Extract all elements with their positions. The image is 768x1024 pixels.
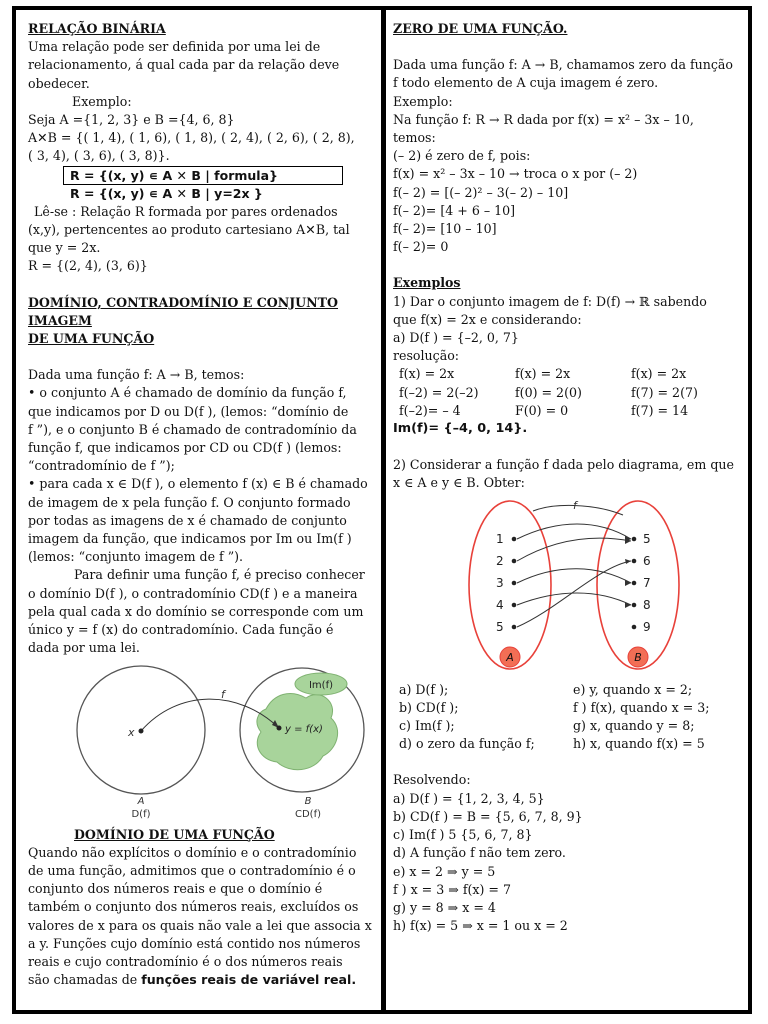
cdf-label: CD(f)	[294, 808, 322, 820]
section-title-dominio-2: DE UMA FUNÇÃO	[28, 331, 155, 347]
text-line: por todas as imagens de x é chamado de conjunto	[28, 512, 347, 528]
a-dot	[512, 580, 517, 585]
text-line: temos:	[393, 130, 436, 146]
a-item: 4	[496, 597, 504, 612]
arrow-head-icon	[625, 602, 631, 608]
text-line: (lemos: “conjunto imagem de f ”).	[28, 549, 244, 565]
calc-cell: f(0) = 2(0)	[515, 384, 582, 400]
set-a-label: A	[506, 650, 514, 664]
calc-cell: f(–2)= – 4	[399, 402, 461, 418]
calc-cell: f(x) = 2x	[631, 366, 687, 382]
mapping-arrow	[517, 524, 631, 539]
section-title-relacao: RELAÇÃO BINÁRIA	[28, 21, 166, 36]
formula-box: R = {(x, y) ∊ A ✕ B | formula}	[63, 166, 343, 185]
column-divider	[381, 6, 386, 1014]
text-line: f(x) = x² – 3x – 10 → troca o x por (– 2)	[393, 166, 638, 182]
calc-grid	[393, 365, 745, 420]
calc-cell: f(–2) = 2(–2)	[399, 384, 479, 400]
text-line: a) D(f ) = {–2, 0, 7}	[393, 330, 519, 346]
domain-diagram	[28, 664, 374, 824]
x-point	[139, 728, 144, 733]
set-b-dots	[632, 536, 637, 629]
calc-cell: f(7) = 2(7)	[631, 384, 698, 400]
f-arrow	[533, 505, 623, 515]
set-a-oval	[469, 501, 551, 669]
answer-line: c) Im(f ) 5 {5, 6, 7, 8}	[393, 827, 533, 843]
text-line: Exemplo:	[393, 93, 453, 109]
question-item: b) CD(f );	[399, 699, 459, 715]
text-line: também o conjunto dos números reais, excluídos os	[28, 899, 359, 915]
section-title-exemplos: Exemplos	[393, 275, 461, 291]
resolvendo-title: Resolvendo:	[393, 772, 471, 788]
answer-line: e) x = 2 ⇒ y = 5	[393, 863, 496, 879]
text-line: imagem da função, que indicamos por Im ou Im(f )	[28, 531, 352, 547]
question-item: c) Im(f );	[399, 718, 455, 734]
text-line: f(– 2)= [10 – 10]	[393, 221, 497, 237]
text-line: que y = 2x.	[28, 240, 101, 256]
text-line: f(– 2)= [4 + 6 – 10]	[393, 202, 516, 218]
answer-line: d) A função f não tem zero.	[393, 845, 566, 861]
calc-cell: f(7) = 14	[631, 402, 689, 418]
calc-cell: f(x) = 2x	[515, 366, 571, 382]
a-item: 5	[496, 619, 504, 634]
text-line: de imagem de x pela função f. O conjunto formado	[28, 494, 351, 510]
text-line: Quando não explícitos o domínio e o contradomínio	[28, 844, 357, 860]
f-label: f	[573, 498, 577, 512]
text-line: conjunto dos números reais e que o domínio é	[28, 881, 323, 897]
b-item: 9	[643, 619, 651, 634]
text-line	[28, 971, 374, 989]
answer-line: b) CD(f ) = B = {5, 6, 7, 8, 9}	[393, 808, 583, 824]
b-dot	[632, 558, 637, 563]
text-line: valores de x para os quais não vale a lei que associa x	[28, 917, 372, 933]
set-a-dots	[512, 536, 517, 629]
text-line: reais e cujo contradomínio é o dos números reais	[28, 953, 343, 969]
section-title-zero: ZERO DE UMA FUNÇÃO.	[393, 21, 568, 36]
text-line: único y = f (x) do contradomínio. Cada função é	[28, 622, 334, 638]
df-label: D(f)	[131, 808, 151, 820]
text-line: f(– 2) = [(– 2)² – 3(– 2) – 10]	[393, 184, 569, 200]
text-line: de uma função, admitimos que o contradomínio é o	[28, 862, 356, 878]
a-dot	[512, 624, 517, 629]
mapping-arrow	[517, 568, 631, 582]
text-line: “contradomínio de f ”);	[28, 458, 175, 474]
text-span: são chamadas de	[28, 972, 142, 988]
question-item: g) x, quando y = 8;	[573, 718, 695, 734]
b-item: 8	[643, 597, 651, 612]
a-item: 2	[496, 553, 504, 568]
bold-term: funções reais de variável real.	[141, 972, 357, 988]
text-line: que indicamos por D ou D(f ), (lemos: “domínio de	[28, 403, 349, 419]
b-label: B	[304, 795, 312, 807]
text-line: função f, que indicamos por CD ou CD(f ) (lemos:	[28, 440, 342, 456]
b-dot	[632, 580, 637, 585]
question-item: f ) f(x), quando x = 3;	[573, 699, 710, 715]
arrow-head-icon	[625, 559, 631, 564]
arrow-diagram	[393, 497, 745, 677]
question-item: a) D(f );	[399, 681, 449, 697]
text-line: resolução:	[393, 348, 460, 364]
text-line: (x,y), pertencentes ao produto cartesiano A✕B, tal	[28, 222, 350, 238]
text-line: • o conjunto A é chamado de domínio da função f,	[28, 385, 347, 401]
x-label: x	[128, 725, 135, 739]
answer-line: f ) x = 3 ⇒ f(x) = 7	[393, 881, 511, 897]
text-line: relacionamento, á qual cada par da relação deve	[28, 57, 340, 73]
question-item: h) x, quando f(x) = 5	[573, 736, 705, 752]
set-b-oval	[597, 501, 679, 669]
a-dot	[512, 536, 517, 541]
y-point	[277, 725, 282, 730]
text-line: f(– 2)= 0	[393, 239, 449, 255]
y-eq-label: y = f(x)	[285, 723, 323, 735]
text-line: 1) Dar o conjunto imagem de f: D(f) → ℝ sabendo	[393, 293, 707, 309]
text-line: x ∈ A e y ∈ B. Obter:	[393, 475, 525, 491]
set-b-label: B	[634, 650, 642, 664]
section-title-dominio: DOMÍNIO, CONTRADOMÍNIO E CONJUNTO IMAGEM	[28, 294, 339, 328]
b-dot	[632, 624, 637, 629]
text-line: (– 2) é zero de f, pois:	[393, 148, 531, 164]
text-line: Dada uma função f: A → B, temos:	[28, 367, 245, 383]
text-line: R = {(2, 4), (3, 6)}	[28, 258, 148, 274]
text-line: Seja A ={1, 2, 3} e B ={4, 6, 8}	[28, 112, 235, 128]
mapping-arrow	[517, 561, 631, 627]
text-line: Uma relação pode ser definida por uma lei de	[28, 39, 321, 55]
b-item: 7	[643, 575, 651, 590]
text-line: que f(x) = 2x e considerando:	[393, 311, 582, 327]
text-line: Dada uma função f: A → B, chamamos zero da função	[393, 57, 734, 73]
left-column	[28, 20, 374, 989]
a-item: 1	[496, 531, 504, 546]
mapping-arrows	[517, 524, 631, 627]
b-dot	[632, 536, 637, 541]
b-item: 6	[643, 553, 651, 568]
calc-cell: f(x) = 2x	[399, 366, 455, 382]
b-dot	[632, 602, 637, 607]
im-result: Im(f)= {–4, 0, 14}.	[393, 421, 528, 437]
text-line: a y. Funções cujo domínio está contido nos números	[28, 935, 361, 951]
set-a-items	[496, 532, 504, 634]
text-line: Na função f: R → R dada por f(x) = x² – 3x – 10,	[393, 111, 694, 127]
exemplo-label: Exemplo:	[72, 93, 132, 109]
text-line: 2) Considerar a função f dada pelo diagrama, em que	[393, 457, 734, 473]
a-dot	[512, 602, 517, 607]
text-line: pela qual cada x do domínio se corresponde com um	[28, 603, 364, 619]
a-dot	[512, 558, 517, 563]
answer-line: g) y = 8 ⇒ x = 4	[393, 899, 496, 915]
im-label: Im(f)	[308, 679, 334, 691]
text-line: ( 3, 4), ( 3, 6), ( 3, 8)}.	[28, 148, 170, 164]
text-line: o domínio D(f ), o contradomínio CD(f ) e a maneira	[28, 585, 358, 601]
text-line: A✕B = {( 1, 4), ( 1, 6), ( 1, 8), ( 2, 4), ( 2, 6), ( 2, 8),	[28, 130, 355, 146]
text-line: • para cada x ∈ D(f ), o elemento f (x) ∈ B é chamado	[28, 476, 368, 492]
a-item: 3	[496, 575, 504, 590]
question-item: d) o zero da função f;	[399, 736, 535, 752]
f-label: f	[221, 687, 225, 701]
formula-y2x: R = {(x, y) ∊ A ✕ B | y=2x }	[70, 185, 263, 201]
b-item: 5	[643, 531, 651, 546]
mapping-arrow	[517, 593, 631, 605]
arrow-heads	[625, 536, 631, 608]
answer-line: h) f(x) = 5 ⇒ x = 1 ou x = 2	[393, 918, 568, 934]
answer-line: a) D(f ) = {1, 2, 3, 4, 5}	[393, 790, 545, 806]
text-line: Lê-se : Relação R formada por pares ordenados	[34, 203, 338, 219]
text-line: dada por uma lei.	[28, 640, 140, 656]
question-item: e) y, quando x = 2;	[573, 681, 693, 697]
text-line: obedecer.	[28, 75, 90, 91]
right-column	[393, 20, 745, 935]
text-line: f todo elemento de A cuja imagem é zero.	[393, 75, 659, 91]
text-line: f ”), e o conjunto B é chamado de contradomínio da	[28, 421, 357, 437]
calc-cell: F(0) = 0	[515, 402, 569, 418]
text-line: Para definir uma função f, é preciso conhecer	[74, 567, 365, 583]
a-label: A	[137, 795, 145, 807]
set-b-items	[643, 532, 651, 634]
mapping-arrow	[517, 538, 631, 561]
question-grid	[393, 681, 745, 754]
section-title-dominio-funcao: DOMÍNIO DE UMA FUNÇÃO	[74, 826, 275, 842]
